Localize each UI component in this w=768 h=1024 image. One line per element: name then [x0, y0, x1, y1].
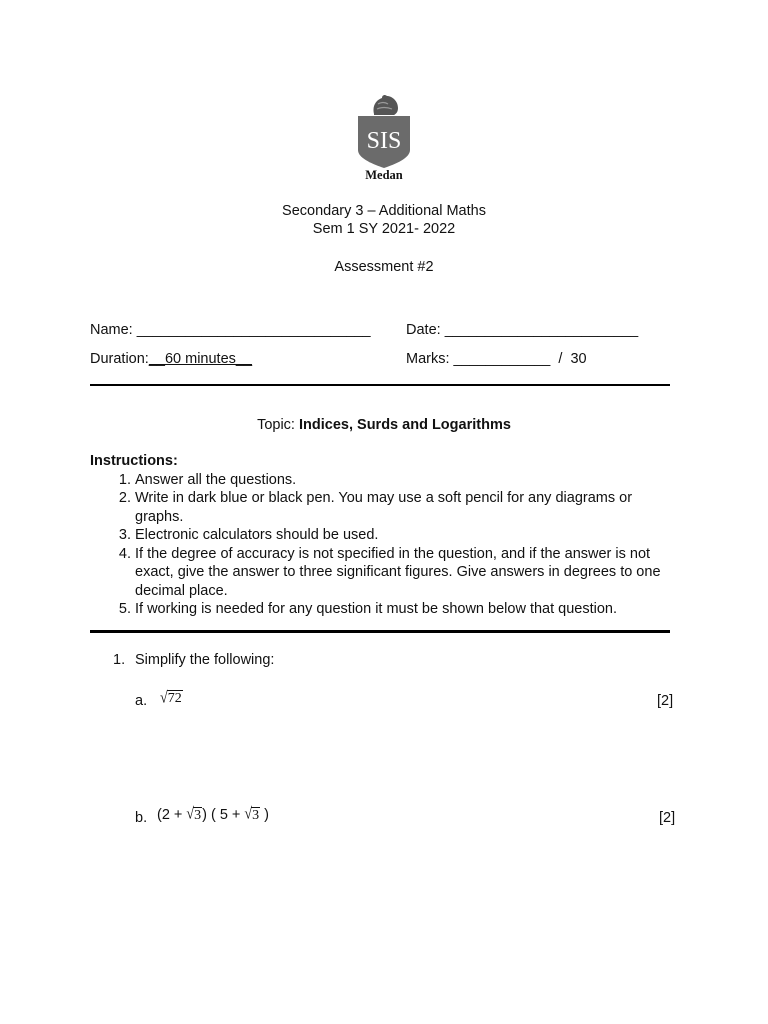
marks-blank[interactable]: ____________ — [453, 351, 551, 367]
part-a-expression — [160, 690, 183, 708]
divider-bottom — [90, 630, 670, 633]
instructions — [90, 452, 690, 619]
instruction-item: 5. If working is needed for any question it must be shown below that question. — [135, 600, 690, 619]
marks-field[interactable] — [406, 351, 587, 367]
assessment-title: Assessment #2 — [334, 259, 434, 275]
instructions-list — [90, 471, 690, 619]
square-root: √ 3 — [244, 805, 260, 824]
instruction-item: 4. If the degree of accuracy is not specified in the question, and if the answer is not exact, give the answer to three significant figures. Give answers in degrees to one decimal place. — [135, 545, 690, 601]
part-b-text-3: ) — [260, 807, 269, 823]
topic-label: Topic: — [257, 417, 299, 433]
part-a-radicand: 72 — [167, 691, 182, 707]
part-b-expression — [157, 806, 269, 824]
svg-text:SIS: SIS — [366, 128, 402, 154]
question-1-number: 1. — [113, 652, 126, 668]
school-crest-icon — [352, 92, 416, 172]
part-b-marks: [2] — [659, 810, 676, 826]
date-label: Date: — [406, 322, 445, 338]
date-blank[interactable]: ________________________ — [444, 322, 639, 338]
instructions-heading: Instructions: — [90, 453, 178, 469]
part-b-text-2: ) ( 5 + — [202, 807, 245, 823]
name-label: Name: — [90, 322, 137, 338]
part-a-label: a. — [135, 693, 148, 709]
date-field[interactable] — [406, 322, 638, 338]
marks-label: Marks: — [406, 351, 454, 367]
duration-label: Duration: — [90, 351, 149, 367]
course-title: Secondary 3 – Additional Maths — [282, 203, 486, 219]
name-field[interactable] — [90, 322, 371, 338]
square-root: √ 72 — [160, 690, 182, 708]
part-a-marks: [2] — [657, 693, 674, 709]
instruction-item: 3. Electronic calculators should be used. — [135, 526, 690, 545]
topic-line — [0, 416, 768, 434]
duration-value: __60 minutes__ — [148, 351, 253, 367]
instruction-item: 2. Write in dark blue or black pen. You may use a soft pencil for any diagrams or graphs. — [135, 489, 690, 526]
square-root: √ 3 — [186, 805, 202, 824]
part-b-radicand-1: 3 — [194, 808, 202, 824]
divider-top — [90, 384, 670, 386]
marks-total: 30 — [570, 351, 587, 367]
part-b-radicand-2: 3 — [252, 808, 260, 824]
marks-separator: / — [550, 351, 571, 367]
school-location: Medan — [365, 168, 403, 182]
name-blank[interactable]: _____________________________ — [136, 322, 371, 338]
instruction-item: 1. Answer all the questions. — [135, 471, 690, 490]
semester: Sem 1 SY 2021- 2022 — [312, 221, 456, 237]
question-1-text: Simplify the following: — [135, 652, 275, 668]
topic-value: Indices, Surds and Logarithms — [299, 417, 511, 433]
duration-field — [90, 351, 252, 367]
part-b-label: b. — [135, 810, 148, 826]
part-b-text-1: (2 + — [157, 807, 187, 823]
